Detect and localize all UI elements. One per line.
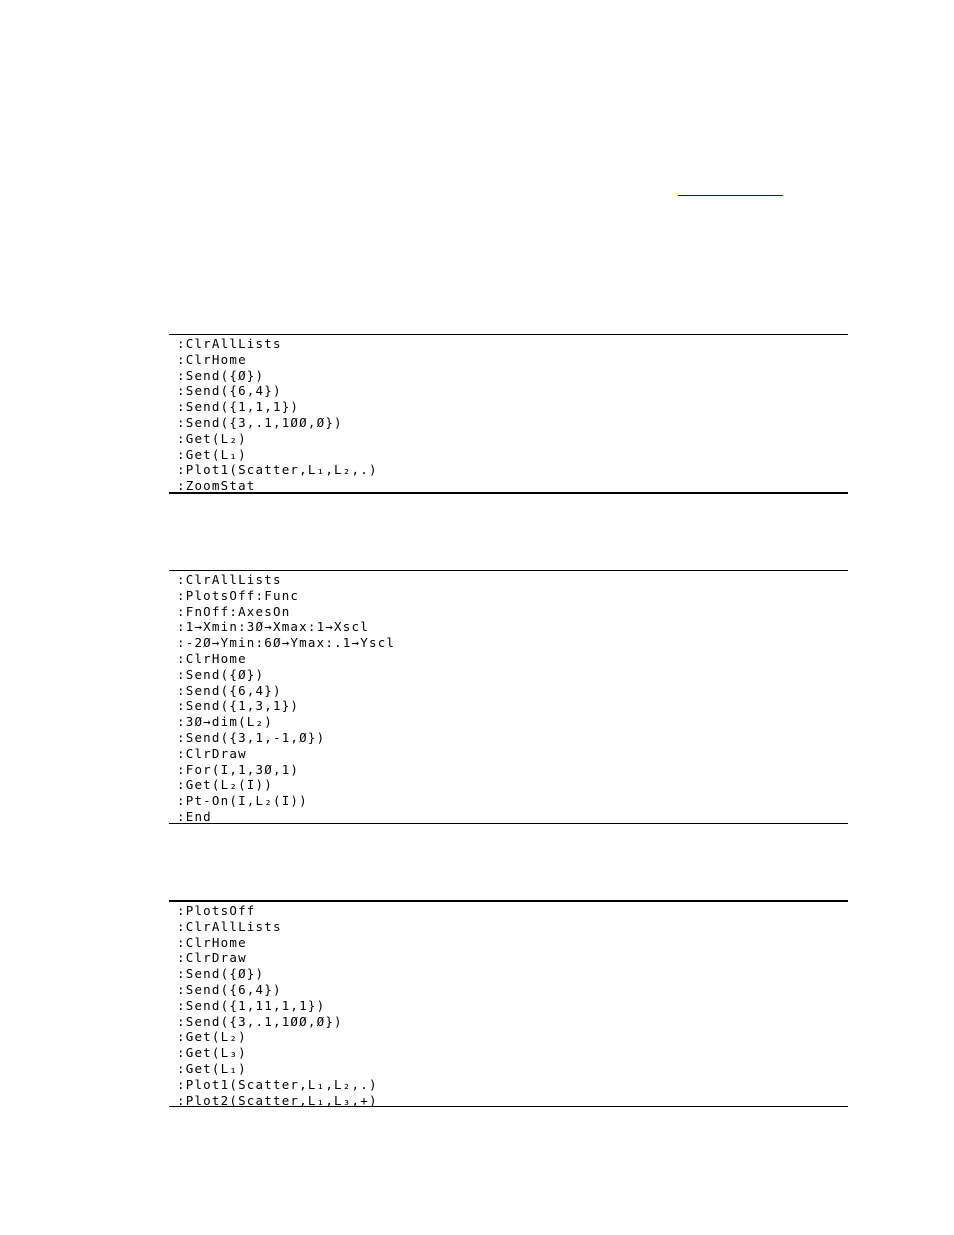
- code-line: :ClrHome: [177, 934, 247, 950]
- code-line: :Send({3,1,-1,Ø}): [177, 729, 326, 745]
- code-line: :PlotsOff: [177, 903, 256, 918]
- code-line: :Send({3,.1,1ØØ,Ø}): [177, 1013, 343, 1029]
- code-line: :ClrAllLists: [177, 572, 282, 587]
- program-listing-3: [169, 900, 848, 1107]
- code-line: :Send({6,4}): [177, 981, 282, 997]
- code-line: :Send({1,3,1}): [177, 698, 300, 714]
- code-line: :For(I,1,3Ø,1): [177, 761, 300, 777]
- program-listing-1: [169, 334, 848, 494]
- code-line: :ClrAllLists: [177, 336, 282, 351]
- code-line: :Send({3,.1,1ØØ,Ø}): [177, 414, 343, 430]
- code-line: :FnOff:AxesOn: [177, 603, 291, 619]
- code-line: :3Ø→dim(L₂): [177, 714, 273, 730]
- code-line: :ClrAllLists: [177, 918, 282, 934]
- code-line: :Send({6,4}): [177, 383, 282, 399]
- code-line: :Send({1,11,1,1}): [177, 997, 326, 1013]
- code-line: :ClrHome: [177, 650, 247, 666]
- code-line: :Get(L₂): [177, 430, 247, 446]
- code-line: :Get(L₁): [177, 446, 247, 462]
- code-line: :Send({6,4}): [177, 682, 282, 698]
- code-line: :Send({Ø}): [177, 966, 265, 982]
- code-line: :Send({Ø}): [177, 367, 265, 383]
- code-line: :ZoomStat: [177, 478, 256, 494]
- code-line: :Get(L₂): [177, 1029, 247, 1045]
- code-line: :Get(L₂(I)): [177, 777, 273, 793]
- code-line: :Send({1,1,1}): [177, 399, 300, 415]
- code-line: :Plot1(Scatter,L₁,L₂,.): [177, 462, 378, 478]
- code-line: :ClrHome: [177, 351, 247, 367]
- code-line: :1→Xmin:3Ø→Xmax:1→Xscl: [177, 619, 369, 635]
- code-line: :Plot1(Scatter,L₁,L₂,.): [177, 1076, 378, 1092]
- hyperlink-underline[interactable]: [678, 195, 783, 196]
- code-line: :ClrDraw: [177, 745, 247, 761]
- code-line: :Get(L₃): [177, 1045, 247, 1061]
- code-line: :PlotsOff:Func: [177, 587, 300, 603]
- code-line: :Get(L₁): [177, 1060, 247, 1076]
- code-line: :ClrDraw: [177, 950, 247, 966]
- code-line: :Plot2(Scatter,L₁,L₃,+): [177, 1092, 378, 1108]
- program-listing-2: [169, 570, 848, 824]
- code-line: :Pt-On(I,L₂(I)): [177, 793, 308, 809]
- code-line: :End: [177, 808, 212, 824]
- code-line: :Send({Ø}): [177, 666, 265, 682]
- code-line: :-2Ø→Ymin:6Ø→Ymax:.1→Yscl: [177, 635, 396, 651]
